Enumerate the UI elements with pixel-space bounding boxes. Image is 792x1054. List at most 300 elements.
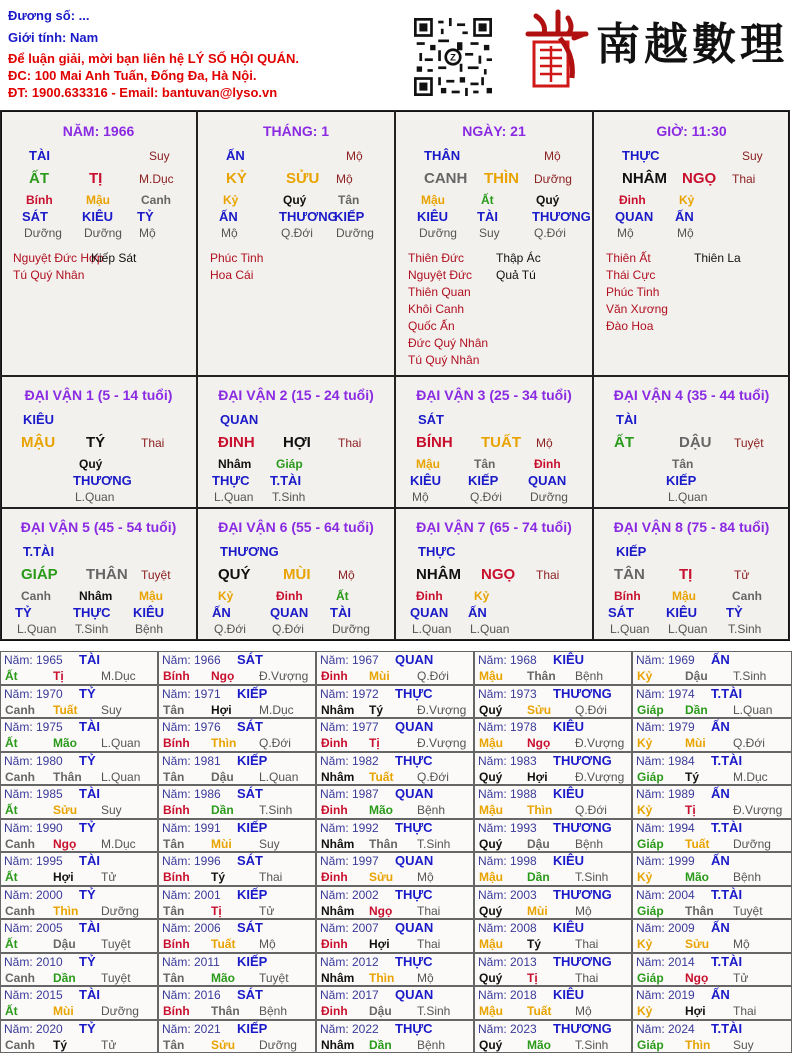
year-stage: Tuyệt	[101, 937, 131, 951]
year-cell	[158, 785, 316, 819]
year-label: Năm: 2015	[4, 988, 63, 1002]
year-stem: Canh	[5, 702, 35, 717]
hidden-stage: Q.Đới	[470, 490, 502, 504]
dai-van-stage: Tuyệt	[734, 436, 764, 450]
pillar-stage: Mộ	[544, 149, 561, 163]
year-ten-god: KIẾP	[237, 1020, 268, 1036]
dai-van-stem: ĐINH	[218, 434, 255, 451]
hidden-stem: Canh	[141, 193, 171, 207]
year-ten-god: TỶ	[79, 752, 96, 768]
year-stem: Tân	[163, 1037, 185, 1052]
year-cell	[158, 752, 316, 786]
year-stage: Bệnh	[259, 1004, 288, 1018]
year-label: Năm: 1968	[478, 653, 537, 667]
dai-van-stage: Tử	[734, 568, 750, 582]
year-ten-god: QUAN	[395, 719, 434, 734]
year-ten-god: SÁT	[237, 786, 263, 801]
year-ten-god: SÁT	[237, 652, 263, 667]
year-cell	[316, 919, 474, 953]
hidden-stem: Đinh	[416, 589, 443, 603]
year-ten-god: T.TÀI	[711, 953, 743, 969]
year-stem: Nhâm	[321, 702, 355, 717]
year-cell	[316, 651, 474, 685]
year-branch: Thìn	[685, 1037, 711, 1052]
year-stage: M.Dục	[259, 702, 294, 717]
year-stem: Nhâm	[321, 836, 355, 851]
year-ten-god: KIẾP	[237, 953, 268, 969]
hidden-stage: Q.Đới	[272, 622, 304, 636]
year-label: Năm: 2022	[320, 1021, 379, 1036]
pillar-ten-god: TÀI	[29, 148, 50, 163]
year-ten-god: SÁT	[237, 987, 263, 1002]
year-cell	[158, 919, 316, 953]
year-cell	[474, 986, 632, 1020]
dai-van-title: ĐẠI VẬN 2 (15 - 24 tuổi)	[218, 387, 374, 403]
year-ten-god: ẤN	[711, 786, 730, 801]
year-stage: T.Sinh	[575, 870, 609, 884]
dai-van-stage: Tuyệt	[141, 568, 171, 582]
dai-van-branch: MÙI	[283, 566, 311, 583]
year-branch: Ngọ	[685, 970, 709, 985]
year-stage: Đ.Vượng	[259, 669, 309, 683]
dai-van-branch: DẬU	[679, 434, 712, 451]
year-label: Năm: 2012	[320, 954, 379, 969]
year-label: Năm: 1966	[162, 653, 221, 667]
year-cell	[158, 819, 316, 853]
dai-van-branch: HỢI	[283, 434, 311, 451]
year-label: Năm: 1995	[4, 854, 63, 868]
shen-sha-star: Thiên Đức	[408, 251, 465, 265]
year-label: Năm: 1973	[478, 686, 537, 701]
dai-van-ten-god: KIÊU	[23, 412, 55, 427]
year-cell	[158, 886, 316, 920]
hidden-stem: Canh	[732, 589, 762, 603]
year-cell	[632, 819, 792, 853]
pillar-stage: Suy	[149, 149, 170, 163]
year-branch: Thân	[211, 1004, 240, 1018]
year-stem: Mậu	[479, 736, 503, 750]
year-ten-god: KIÊU	[553, 652, 585, 667]
year-label: Năm: 2018	[478, 988, 537, 1002]
year-ten-god: TÀI	[79, 920, 100, 935]
year-label: Năm: 1970	[4, 686, 63, 701]
pillar-branch-stage: M.Dục	[139, 172, 174, 186]
year-branch: Tý	[53, 1037, 68, 1052]
shen-sha-star: Thập Ác	[496, 251, 541, 265]
year-label: Năm: 1979	[636, 720, 695, 734]
year-stem: Kỷ	[637, 870, 653, 884]
dai-van-stage: Mộ	[536, 436, 553, 450]
year-branch: Tuất	[211, 937, 236, 951]
year-ten-god: THỰC	[395, 1020, 433, 1036]
pillar-branch: NGỌ	[682, 170, 717, 187]
year-cell	[632, 718, 792, 752]
year-ten-god: THƯƠNG	[553, 1020, 612, 1036]
pillar-branch-stage: Mộ	[336, 172, 353, 186]
year-stage: Tử	[101, 870, 117, 884]
year-cell	[474, 718, 632, 752]
year-branch: Hợi	[369, 937, 390, 951]
dai-van-stem: BÍNH	[416, 434, 453, 451]
year-stem: Đinh	[321, 937, 348, 951]
year-stage: Mộ	[417, 870, 434, 884]
shen-sha-star: Văn Xương	[606, 302, 668, 316]
shen-sha-star: Tú Quý Nhân	[408, 353, 480, 367]
year-stem: Đinh	[321, 669, 348, 683]
year-cell	[316, 819, 474, 853]
year-ten-god: T.TÀI	[711, 819, 743, 835]
year-branch: Mão	[53, 736, 77, 750]
hidden-ten-god: KIẾP	[468, 473, 499, 488]
pillar-branch-stage: Thai	[732, 172, 756, 186]
dai-van-panel	[0, 508, 197, 640]
hidden-ten-god: SÁT	[22, 209, 48, 224]
year-branch: Dần	[369, 1037, 392, 1052]
shen-sha-star: Quả Tú	[496, 268, 536, 282]
year-cell	[0, 651, 158, 685]
year-stem: Canh	[5, 1037, 35, 1052]
year-stem: Mậu	[479, 870, 503, 884]
hidden-stage: L.Quan	[214, 490, 254, 504]
year-stem: Ất	[5, 669, 18, 683]
shen-sha-star: Kiếp Sát	[91, 251, 137, 265]
hidden-ten-god: SÁT	[608, 605, 634, 620]
year-label: Năm: 1969	[636, 653, 695, 667]
year-stem: Nhâm	[321, 970, 355, 985]
year-cell	[316, 752, 474, 786]
year-cell	[158, 718, 316, 752]
dai-van-panel	[395, 376, 593, 508]
year-stage: Q.Đới	[417, 669, 449, 683]
year-cell	[632, 852, 792, 886]
hidden-stem: Kỷ	[679, 193, 695, 207]
hidden-stem: Mậu	[421, 193, 445, 207]
year-stage: Thai	[575, 970, 599, 985]
year-stem: Kỷ	[637, 669, 653, 683]
gender-label: Giới tính:	[8, 30, 67, 45]
hidden-ten-god: THƯƠNG	[532, 209, 591, 224]
year-label: Năm: 1974	[636, 686, 695, 701]
dai-van-panel	[197, 376, 395, 508]
dai-van-stem: TÂN	[614, 566, 645, 583]
year-label: Năm: 1975	[4, 720, 63, 734]
dai-van-ten-god: TÀI	[616, 412, 637, 427]
year-stage: T.Sinh	[259, 803, 293, 817]
year-branch: Tuất	[53, 702, 78, 717]
hidden-stem: Nhâm	[218, 457, 252, 471]
hidden-ten-god: KIẾP	[334, 209, 365, 224]
dai-van-panel	[0, 376, 197, 508]
header	[0, 0, 792, 110]
dai-van-ten-god: THƯƠNG	[220, 544, 279, 559]
pillar-branch: THÌN	[484, 170, 519, 187]
year-ten-god: TÀI	[79, 786, 100, 801]
hidden-ten-god: QUAN	[270, 605, 309, 620]
hidden-stem: Tân	[672, 457, 694, 471]
year-stage: L.Quan	[733, 702, 773, 717]
year-label: Năm: 1994	[636, 820, 695, 835]
hidden-stem: Quý	[536, 193, 560, 207]
year-stage: Suy	[101, 803, 122, 817]
year-label: Năm: 1986	[162, 787, 221, 801]
hidden-stage: Dưỡng	[24, 226, 62, 240]
year-cell	[632, 953, 792, 987]
shen-sha-star: Nguyệt Đức Hợp	[13, 251, 104, 265]
hidden-stage: Q.Đới	[214, 622, 246, 636]
year-stage: T.Sinh	[733, 669, 767, 683]
year-stem: Đinh	[321, 803, 348, 817]
hidden-stage: T.Sinh	[75, 622, 109, 636]
year-stem: Tân	[163, 970, 185, 985]
year-stage: Mộ	[733, 937, 750, 951]
year-stage: Suy	[101, 702, 122, 717]
hidden-stage: Q.Đới	[281, 226, 313, 240]
hidden-stage: L.Quan	[412, 622, 452, 636]
year-label: Năm: 1991	[162, 820, 221, 835]
dai-van-ten-god: T.TÀI	[23, 544, 55, 559]
year-stage: Dưỡng	[259, 1037, 297, 1052]
year-branch: Ngọ	[527, 736, 551, 750]
year-branch: Tuất	[527, 1004, 552, 1018]
year-ten-god: TÀI	[79, 853, 100, 868]
line-gender	[8, 30, 98, 45]
year-stem: Nhâm	[321, 769, 355, 784]
year-label: Năm: 2014	[636, 954, 695, 969]
year-stage: Thai	[417, 903, 441, 918]
dai-van-title: ĐẠI VẬN 5 (45 - 54 tuổi)	[20, 519, 177, 535]
hidden-stage: T.Sinh	[272, 490, 306, 504]
dai-van-title: ĐẠI VẬN 8 (75 - 84 tuổi)	[613, 519, 770, 535]
year-stem: Quý	[479, 903, 503, 918]
year-branch: Tý	[527, 937, 542, 951]
dai-van-panel	[395, 508, 593, 640]
year-cell	[474, 919, 632, 953]
year-label: Năm: 2001	[162, 887, 221, 902]
year-label: Năm: 1965	[4, 653, 63, 667]
year-label: Năm: 1997	[320, 854, 379, 868]
year-ten-god: THƯƠNG	[553, 886, 612, 902]
year-label: Năm: 2008	[478, 921, 537, 935]
year-branch: Dậu	[53, 937, 76, 951]
year-cell	[474, 886, 632, 920]
hidden-stage: Dưỡng	[530, 490, 568, 504]
pillar-ten-god: THỰC	[622, 148, 660, 163]
shen-sha-star: Đức Quý Nhân	[408, 336, 489, 350]
year-label: Năm: 1989	[636, 787, 695, 801]
shen-sha-star: Khôi Canh	[408, 302, 465, 316]
year-branch: Mão	[685, 870, 709, 884]
pillar-panel	[593, 110, 790, 376]
year-stem: Giáp	[637, 903, 664, 918]
year-ten-god: TỶ	[79, 685, 96, 701]
year-branch: Mão	[369, 803, 393, 817]
year-stem: Bính	[163, 937, 190, 951]
year-ten-god: THƯƠNG	[553, 953, 612, 969]
year-branch: Tị	[211, 903, 222, 918]
shen-sha-star: Đào Hoa	[606, 319, 654, 333]
year-cell	[316, 785, 474, 819]
year-ten-god: TÀI	[79, 987, 100, 1002]
year-label: Năm: 1972	[320, 686, 379, 701]
year-cell	[474, 819, 632, 853]
shen-sha-star: Thiên La	[694, 251, 741, 265]
hidden-stem: Đinh	[276, 589, 303, 603]
year-cell	[0, 785, 158, 819]
year-branch: Tị	[53, 669, 64, 683]
year-label: Năm: 1996	[162, 854, 221, 868]
year-cell	[0, 718, 158, 752]
year-stem: Mậu	[479, 669, 503, 683]
year-stem: Nhâm	[321, 903, 355, 918]
year-stage: L.Quan	[101, 736, 141, 750]
hidden-stage: Mộ	[412, 490, 429, 504]
hidden-ten-god: KIÊU	[417, 209, 449, 224]
year-stage: M.Dục	[101, 836, 136, 851]
year-cell	[474, 785, 632, 819]
line-phone-email: ĐT: 1900.633316 - Email: bantuvan@lyso.vn	[8, 85, 278, 100]
year-stage: Đ.Vượng	[575, 769, 625, 784]
hidden-stem: Kỷ	[474, 589, 490, 603]
year-stage: Dưỡng	[733, 836, 771, 851]
year-stem: Bính	[163, 870, 190, 884]
hidden-ten-god: QUAN	[528, 473, 567, 488]
hidden-stage: L.Quan	[668, 490, 708, 504]
year-stage: Đ.Vượng	[575, 736, 625, 750]
year-stem: Canh	[5, 903, 35, 918]
year-ten-god: THƯƠNG	[553, 819, 612, 835]
year-branch: Dậu	[369, 1004, 392, 1018]
year-label: Năm: 2020	[4, 1021, 63, 1036]
hidden-stem: Tân	[474, 457, 496, 471]
dai-van-title: ĐẠI VẬN 1 (5 - 14 tuổi)	[24, 387, 173, 403]
pillar-ten-god: ẤN	[226, 148, 245, 163]
year-cell	[0, 986, 158, 1020]
year-ten-god: ẤN	[711, 920, 730, 935]
pillar-branch: TỊ	[89, 170, 103, 187]
year-ten-god: THƯƠNG	[553, 685, 612, 701]
year-cell	[474, 651, 632, 685]
year-label: Năm: 1983	[478, 753, 537, 768]
year-label: Năm: 1977	[320, 720, 379, 734]
year-cell	[158, 685, 316, 719]
dai-van-stage: Thai	[338, 436, 362, 450]
year-stem: Quý	[479, 1037, 503, 1052]
hidden-ten-god: KIÊU	[666, 605, 698, 620]
year-branch: Mùi	[369, 669, 390, 683]
year-stage: Dưỡng	[101, 1004, 139, 1018]
year-branch: Hợi	[685, 1004, 706, 1018]
year-branch: Tý	[685, 769, 700, 784]
year-cell	[474, 953, 632, 987]
year-stem: Bính	[163, 669, 190, 683]
hidden-stem: Ất	[481, 193, 494, 207]
year-label: Năm: 2000	[4, 887, 63, 902]
gender-value: Nam	[69, 30, 99, 45]
year-stage: L.Quan	[101, 769, 141, 784]
year-stem: Ất	[5, 736, 18, 750]
year-ten-god: ẤN	[711, 987, 730, 1002]
year-cell	[474, 685, 632, 719]
year-label: Năm: 1985	[4, 787, 63, 801]
hidden-stem: Đinh	[619, 193, 646, 207]
year-ten-god: KIÊU	[553, 920, 585, 935]
seal-stamp-icon	[524, 8, 590, 92]
year-stage: Mộ	[259, 937, 276, 951]
qr-code-icon	[414, 18, 492, 96]
year-stage: L.Quan	[259, 769, 299, 784]
year-ten-god: THỰC	[395, 685, 433, 701]
year-cell	[632, 886, 792, 920]
year-branch: Dậu	[527, 836, 550, 851]
year-branch: Sửu	[527, 702, 552, 717]
hidden-ten-god: ẤN	[468, 605, 487, 620]
year-branch: Tý	[369, 702, 384, 717]
year-ten-god: TỶ	[79, 886, 96, 902]
year-stage: Suy	[259, 836, 280, 851]
year-stem: Giáp	[637, 970, 664, 985]
year-label: Năm: 2011	[162, 954, 220, 969]
year-cell	[632, 651, 792, 685]
hidden-ten-god: KIÊU	[133, 605, 165, 620]
year-branch: Tuất	[685, 836, 710, 851]
year-branch: Sửu	[211, 1037, 236, 1052]
hidden-stage: L.Quan	[470, 622, 510, 636]
year-branch: Thân	[527, 669, 556, 683]
year-stem: Mậu	[479, 803, 503, 817]
year-cell	[316, 986, 474, 1020]
year-branch: Ngọ	[369, 903, 393, 918]
year-stem: Tân	[163, 769, 185, 784]
dai-van-ten-god: THỰC	[418, 544, 456, 559]
year-ten-god: TỶ	[79, 819, 96, 835]
year-stem: Đinh	[321, 1004, 348, 1018]
dai-van-stage: Mộ	[338, 568, 355, 582]
pillar-stage: Suy	[742, 149, 763, 163]
year-label: Năm: 2002	[320, 887, 379, 902]
year-stem: Tân	[163, 836, 185, 851]
year-stage: Thai	[575, 937, 599, 951]
year-branch: Mùi	[527, 903, 548, 918]
pillar-title: NGÀY: 21	[462, 123, 526, 139]
year-ten-god: QUAN	[395, 786, 434, 801]
year-ten-god: KIẾP	[237, 819, 268, 835]
year-cell	[158, 852, 316, 886]
year-ten-god: KIẾP	[237, 886, 268, 902]
year-stem: Giáp	[637, 702, 664, 717]
year-stage: Suy	[733, 1037, 754, 1052]
dai-van-title: ĐẠI VẬN 3 (25 - 34 tuổi)	[416, 387, 572, 403]
year-ten-god: QUAN	[395, 987, 434, 1002]
year-branch: Tị	[527, 970, 538, 985]
year-label: Năm: 1988	[478, 787, 537, 801]
year-label: Năm: 2024	[636, 1021, 695, 1036]
shen-sha-star: Thiên Quan	[408, 285, 471, 299]
year-stem: Quý	[479, 970, 503, 985]
year-ten-god: QUAN	[395, 652, 434, 667]
year-stage: Q.Đới	[575, 702, 607, 717]
year-ten-god: ẤN	[711, 719, 730, 734]
year-stem: Ất	[5, 937, 18, 951]
year-stage: Bệnh	[417, 803, 446, 817]
year-label: Năm: 2004	[636, 887, 695, 902]
hidden-ten-god: ẤN	[675, 209, 694, 224]
year-ten-god: THỰC	[395, 886, 433, 902]
year-stage: Thai	[733, 1004, 757, 1018]
year-branch: Ngọ	[53, 836, 77, 851]
dai-van-stage: Thai	[141, 436, 165, 450]
year-label: Năm: 1980	[4, 753, 63, 768]
year-ten-god: TỶ	[79, 1020, 96, 1036]
